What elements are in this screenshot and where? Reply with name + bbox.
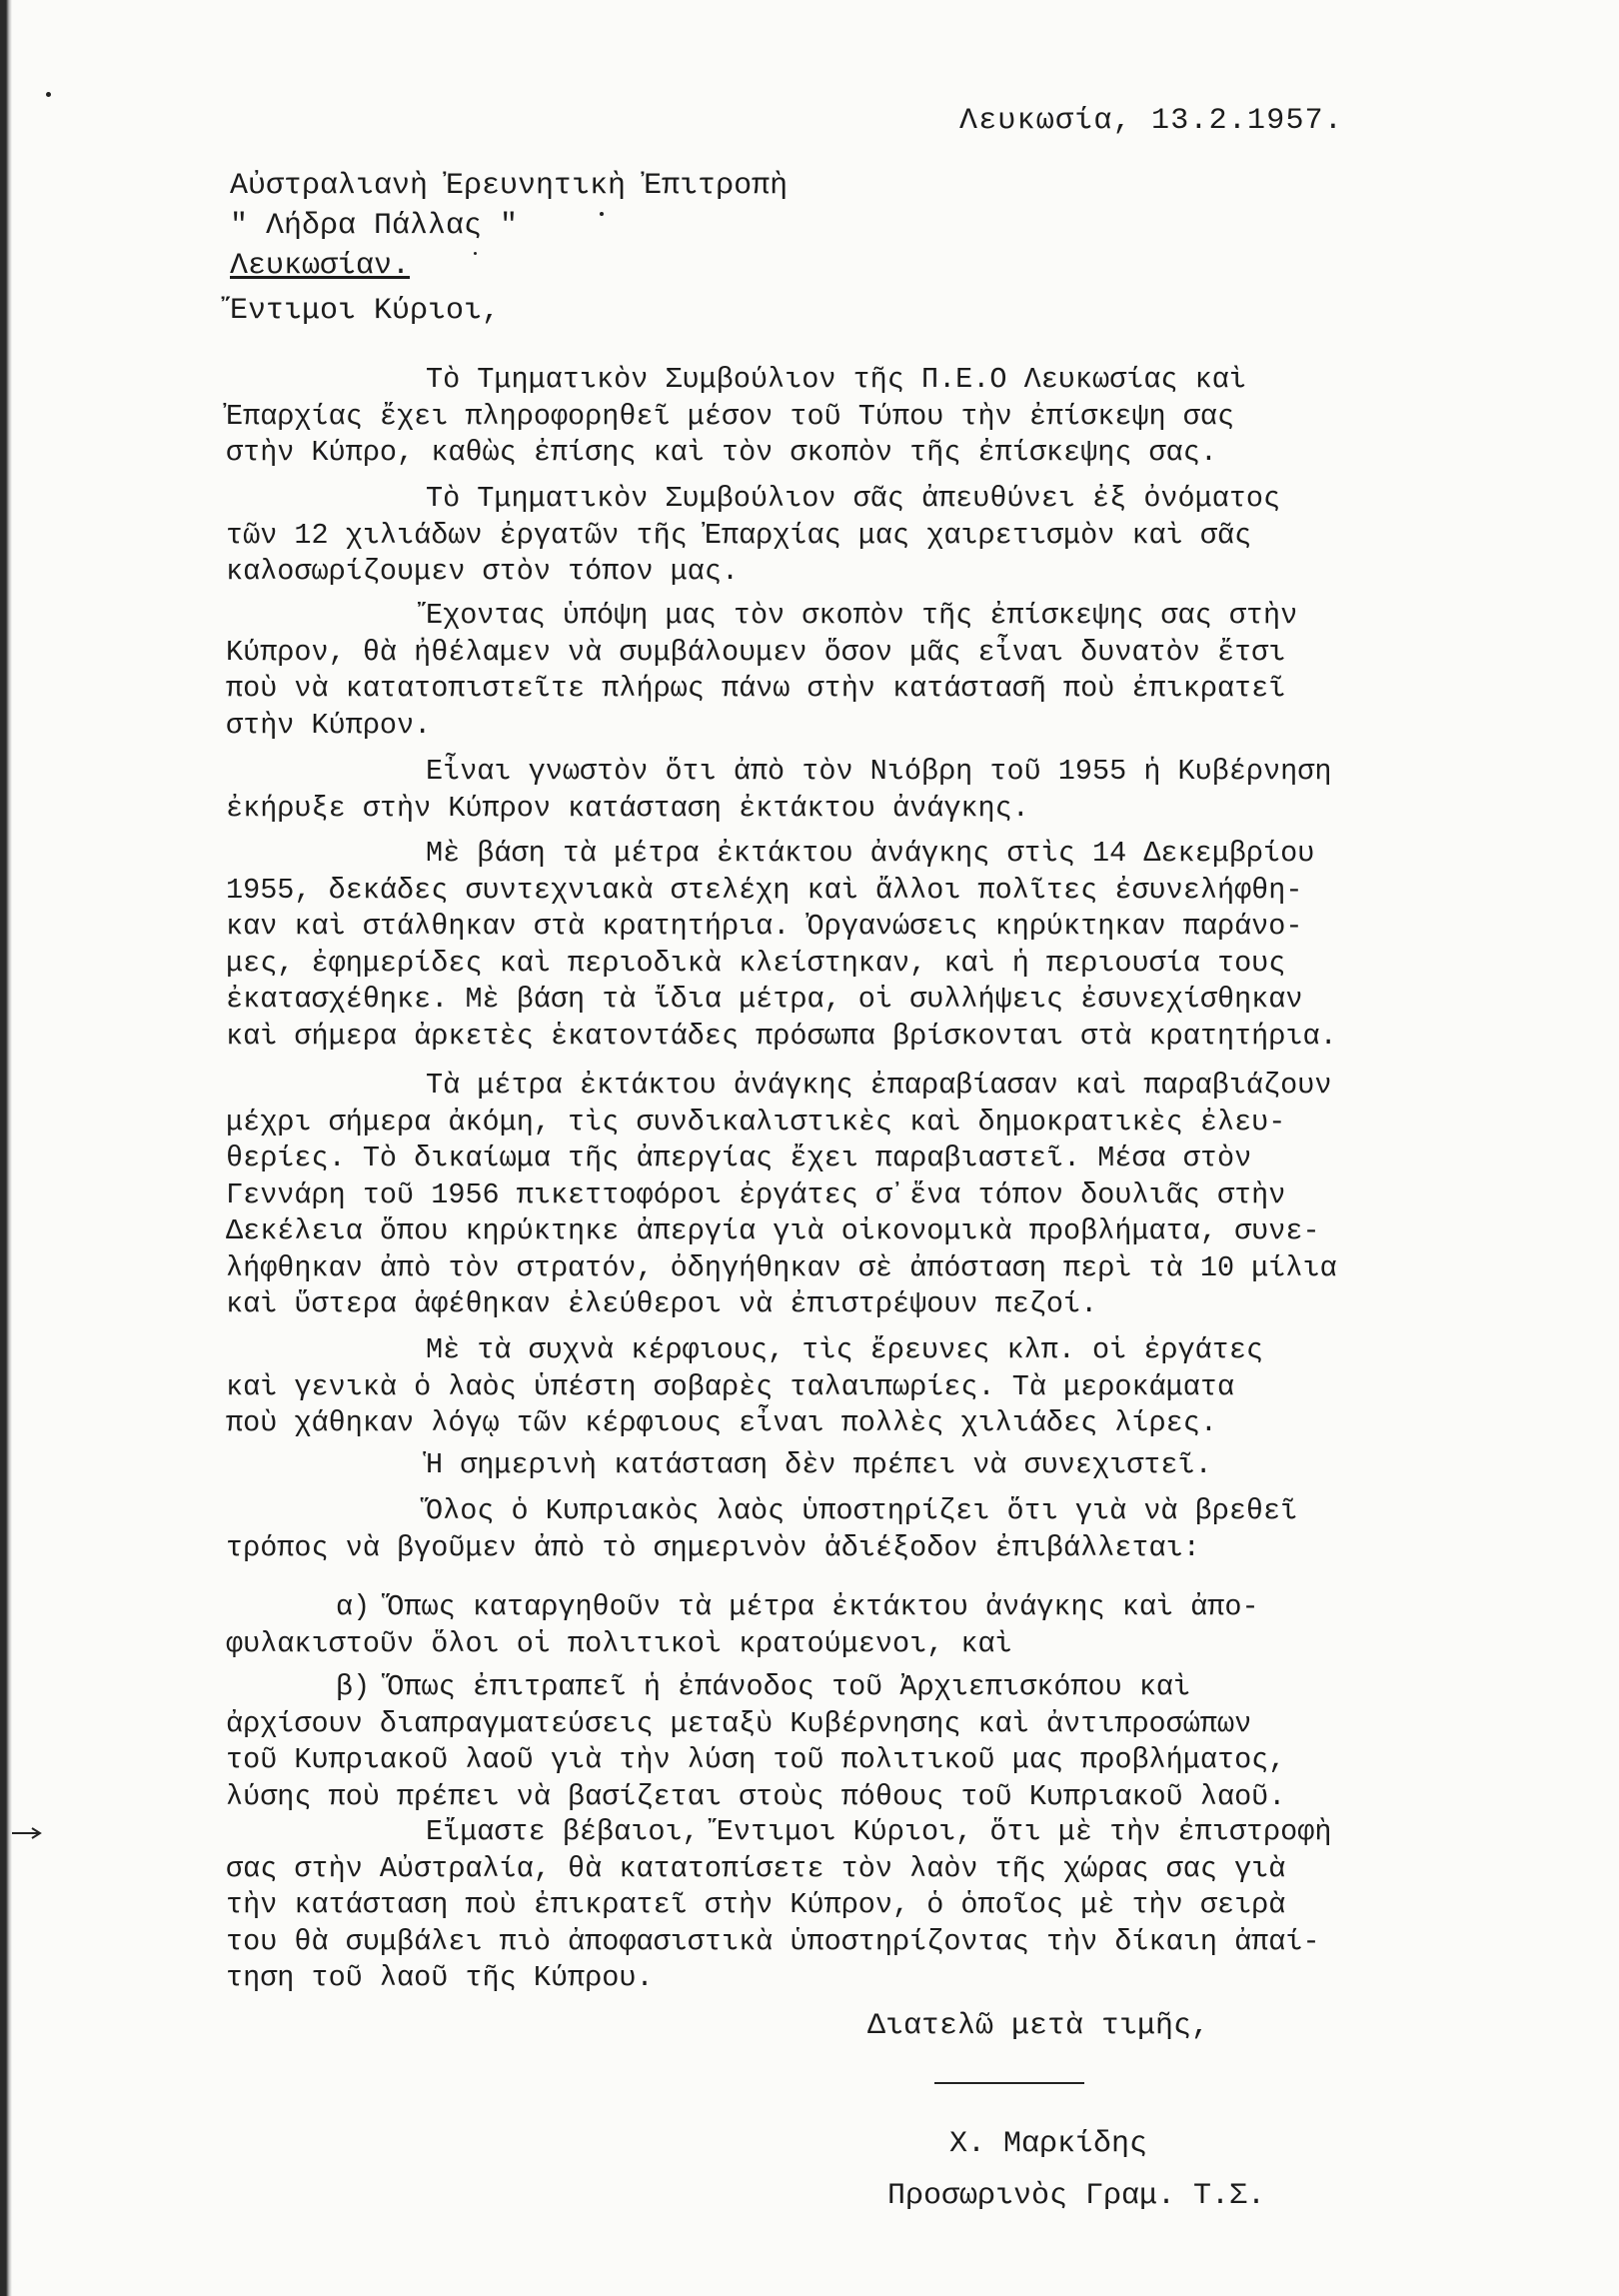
paragraph (226, 836, 1545, 1055)
text-line: Μὲ βάση τὰ μέτρα ἐκτάκτου ἀνάγκης στὶς 14 Δεκεμβρίου (426, 837, 1315, 870)
signatory-name: Χ. Μαρκίδης (949, 2127, 1148, 2161)
text-line: στὴν Κύπρο, καθὼς ἐπίσης καὶ τὸν σκοπὸν τῆς ἐπίσκεψης σας. (226, 436, 1217, 469)
text-line: Εἶναι γνωστὸν ὅτι ἀπὸ τὸν Νιόβρη τοῦ 1955 ἡ Κυβέρνηση (426, 755, 1332, 788)
scan-edge-shadow (0, 0, 12, 2296)
text-line: θερίες. Τὸ δικαίωμα τῆς ἀπεργίας ἔχει παραβιαστεῖ. Μέσα στὸν (226, 1142, 1252, 1174)
text-line: Εἴμαστε βέβαιοι, Ἔντιμοι Κύριοι, ὅτι μὲ τὴν ἐπιστροφὴ (426, 1815, 1332, 1848)
text-line: 1955, δεκάδες συντεχνιακὰ στελέχη καὶ ἄλλοι πολῖτες ἐσυνελήφθη- (226, 873, 1303, 907)
paragraph (226, 1493, 1545, 1566)
text-line: Γεννάρη τοῦ 1956 πικεττοφόροι ἐργάτες σ᾽ἕνα τόπον δουλιᾶς στὴν (226, 1177, 1286, 1211)
recipient-line: " Λήδρα Πάλλας " (230, 209, 519, 243)
paragraph (226, 481, 1545, 591)
text-line: καλοσωρίζουμεν στὸν τόπον μας. (226, 555, 740, 588)
text-line: ἐκατασχέθηκε. Μὲ βάση τὰ ἴδια μέτρα, οἱ συλλήψεις ἐσυνεχίσθηκαν (226, 983, 1303, 1016)
letter-date: Λευκωσία, 13.2.1957. (959, 104, 1344, 138)
text-line: τὴν κατάσταση ποὺ ἐπικρατεῖ στὴν Κύπρον, ὁ ὁποῖος μὲ τὴν σειρὰ (226, 1888, 1286, 1921)
text-line: Τὸ Τμηματικὸν Συμβούλιον σᾶς ἀπευθύνει ἐξ ὀνόματος (426, 482, 1281, 515)
paragraph (226, 598, 1545, 744)
text-line: Ἐπαρχίας ἔχει πληροφορηθεῖ μέσον τοῦ Τύπου τὴν ἐπίσκεψη σας (226, 399, 1235, 433)
text-line: καν καὶ στάλθηκαν στὰ κρατητήρια. Ὀργανώσεις κηρύκτηκαν παράνο- (226, 910, 1303, 943)
text-line: Δεκέλεια ὅπου κηρύκτηκε ἀπεργία γιὰ οἰκονομικὰ προβλήματα, συνε- (226, 1214, 1320, 1247)
paragraph (226, 754, 1545, 827)
text-line: Κύπρον, θὰ ἠθέλαμεν νὰ συμβάλουμεν ὅσον μᾶς εἶναι δυνατὸν ἔτσι (226, 635, 1286, 669)
salutation: Ἔντιμοι Κύριοι, (230, 294, 501, 328)
scan-mark-arrow-icon (12, 1827, 46, 1839)
paragraph (226, 1814, 1545, 1997)
recipient-block (230, 166, 788, 286)
text-line: ποὺ νὰ κατατοπιστεῖτε πλήρως πάνω στὴν κατάστασῆ ποὺ ἐπικρατεῖ (226, 672, 1286, 705)
text-line: ἀρχίσουν διαπραγματεύσεις μεταξὺ Κυβέρνησης καὶ ἀντιπροσώπων (226, 1706, 1252, 1740)
text-line: σας στὴν Αὐστραλία, θὰ κατατοπίσετε τὸν λαὸν τῆς χώρας σας γιὰ (226, 1851, 1286, 1885)
recipient-city: Λευκωσίαν. (230, 249, 411, 283)
text-line: Μὲ τὰ συχνὰ κέρφιους, τὶς ἔρευνες κλπ. οἱ ἐργάτες (426, 1333, 1264, 1366)
text-line: καὶ σήμερα ἀρκετὲς ἑκατοντάδες πρόσωπα βρίσκονται στὰ κρατητήρια. (226, 1019, 1337, 1053)
text-line: καὶ γενικὰ ὁ λαὸς ὑπέστη σοβαρὲς ταλαιπωρίες. Τὰ μεροκάματα (226, 1369, 1235, 1403)
paragraph (226, 1447, 1545, 1484)
text-line: λήφθηκαν ἀπὸ τὸν στρατόν, ὀδηγήθηκαν σὲ ἀπόσταση περὶ τὰ 10 μίλια (226, 1250, 1337, 1284)
signature-line (934, 2082, 1084, 2084)
scan-speck (46, 92, 51, 97)
text-line: λύσης ποὺ πρέπει νὰ βασίζεται στοὺς πόθους τοῦ Κυπριακοῦ λαοῦ. (226, 1779, 1286, 1813)
text-line: τῶν 12 χιλιάδων ἐργατῶν τῆς Ἐπαρχίας μας χαιρετισμὸν καὶ σᾶς (226, 518, 1252, 552)
text-line: ἐκήρυξε στὴν Κύπρον κατάσταση ἐκτάκτου ἀνάγκης. (226, 791, 1029, 825)
text-line: Ἔχοντας ὑπόψη μας τὸν σκοπὸν τῆς ἐπίσκεψης σας στὴν (426, 599, 1298, 632)
text-line: μες, ἐφημερίδες καὶ περιοδικὰ κλείστηκαν, καὶ ἡ περιουσία τους (226, 946, 1286, 980)
text-line: α) Ὅπως καταργηθοῦν τὰ μέτρα ἐκτάκτου ἀνάγκης καὶ ἀπο- (336, 1590, 1259, 1623)
text-line: τρόπος νὰ βγοῦμεν ἀπὸ τὸ σημερινὸν ἀδιέξοδον ἐπιβάλλεται: (226, 1530, 1200, 1564)
text-line: τηση τοῦ λαοῦ τῆς Κύπρου. (226, 1961, 654, 1994)
list-item-b (226, 1669, 1545, 1815)
text-line: καὶ ὕστερα ἀφέθηκαν ἐλεύθεροι νὰ ἐπιστρέψουν πεζοί. (226, 1287, 1098, 1320)
text-line: μέχρι σήμερα ἀκόμη, τὶς συνδικαλιστικὲς καὶ δημοκρατικὲς ἐλευ- (226, 1105, 1286, 1139)
list-item-a (226, 1589, 1545, 1662)
recipient-line: Αὐστραλιανὴ Ἐρευνητικὴ Ἐπιτροπὴ (230, 169, 789, 203)
text-line: Τὸ Τμηματικὸν Συμβούλιον τῆς Π.Ε.Ο Λευκωσίας καὶ (426, 363, 1246, 396)
text-line: φυλακιστοῦν ὅλοι οἱ πολιτικοὶ κρατούμενοι, καὶ (226, 1626, 1012, 1660)
signatory-title: Προσωρινὸς Γραμ. Τ.Σ. (887, 2179, 1266, 2213)
text-line: ποὺ χάθηκαν λόγῳ τῶν κέρφιους εἶναι πολλὲς χιλιάδες λίρες. (226, 1406, 1217, 1439)
text-line: β) Ὅπως ἐπιτραπεῖ ἡ ἐπάνοδος τοῦ Ἀρχιεπισκόπου καὶ (336, 1670, 1191, 1703)
text-line: στὴν Κύπρον. (226, 708, 432, 742)
text-line: τοῦ Κυπριακοῦ λαοῦ γιὰ τὴν λύση τοῦ πολιτικοῦ μας προβλήματος, (226, 1743, 1286, 1776)
paragraph (226, 362, 1545, 472)
text-line: του θὰ συμβάλει πιὸ ἀποφασιστικὰ ὑποστηρίζοντας τὴν δίκαιη ἀπαί- (226, 1924, 1320, 1958)
text-line: Ἡ σημερινὴ κατάσταση δὲν πρέπει νὰ συνεχιστεῖ. (426, 1448, 1212, 1481)
paragraph (226, 1332, 1545, 1442)
paragraph (226, 1068, 1545, 1323)
text-line: Τὰ μέτρα ἐκτάκτου ἀνάγκης ἐπαραβίασαν καὶ παραβιάζουν (426, 1069, 1332, 1102)
text-line: Ὅλος ὁ Κυπριακὸς λαὸς ὑποστηρίζει ὅτι γιὰ νὰ βρεθεῖ (426, 1494, 1298, 1527)
closing-line: Διατελῶ μετὰ τιμῆς, (867, 2009, 1210, 2043)
